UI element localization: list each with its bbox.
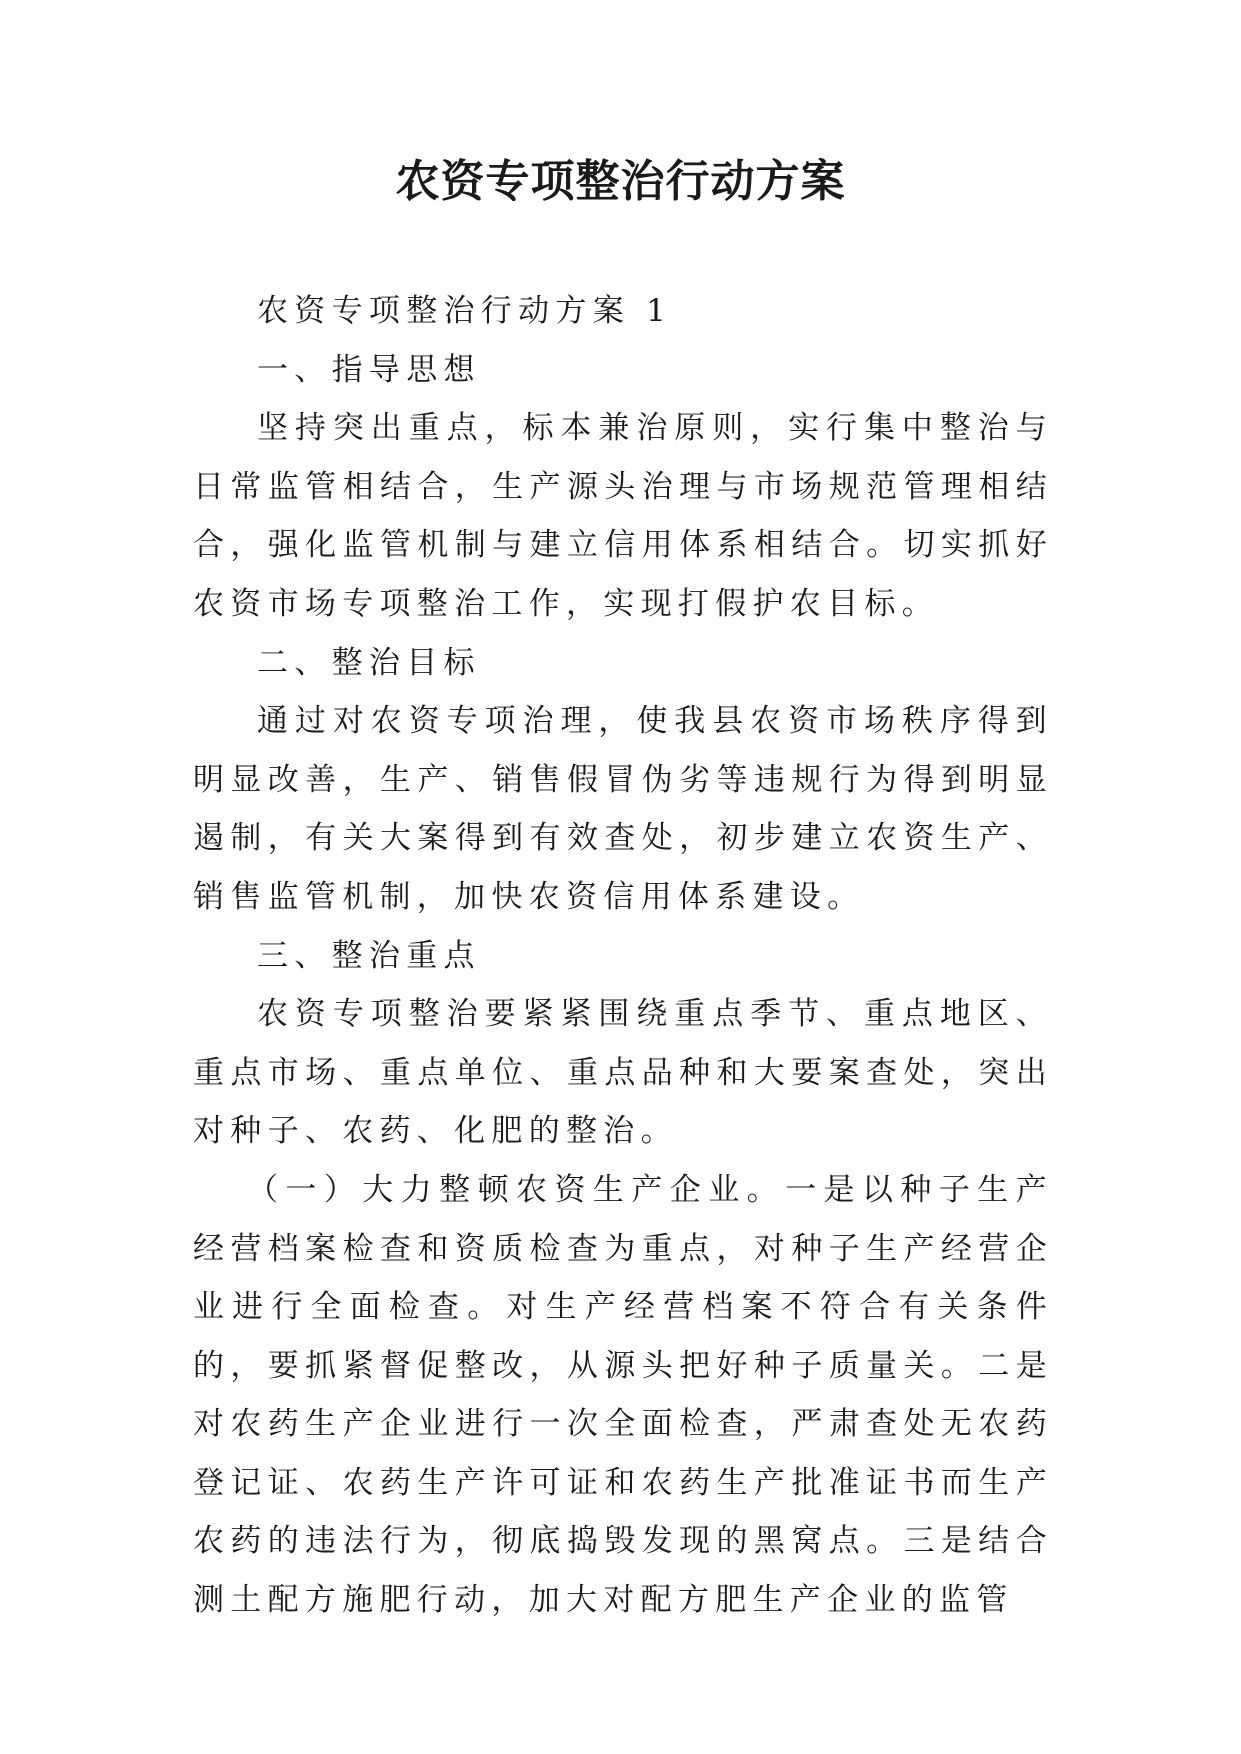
document-body	[193, 282, 1053, 1630]
heading-guiding-ideology: 一、指导思想	[257, 351, 481, 388]
paragraph-rectification-goals: 通过对农资专项治理，使我县农资市场秩序得到明显改善，生产、销售假冒伪劣等违规行为得到明显遏制，有关大案得到有效查处，初步建立农资生产、销售监管机制，加快农资信用体系建设。	[193, 703, 1053, 915]
paragraph-guiding-ideology: 坚持突出重点，标本兼治原则，实行集中整治与日常监管相结合，生产源头治理与市场规范管理相结合，强化监管机制与建立信用体系相结合。切实抓好农资市场专项整治工作，实现打假护农目标。	[193, 410, 1053, 622]
heading-rectification-focus: 三、整治重点	[257, 937, 481, 974]
heading-rectification-goals: 二、整治目标	[257, 644, 481, 681]
document-title: 农资专项整治行动方案	[395, 156, 846, 207]
paragraph-subtitle: 农资专项整治行动方案 1	[257, 293, 673, 329]
paragraph-rectification-focus: 农资专项整治要紧紧围绕重点季节、重点地区、重点市场、重点单位、重点品种和大要案查处，突出对种子、农药、化肥的整治。	[193, 996, 1053, 1150]
paragraph-production-enterprises: （一）大力整顿农资生产企业。一是以种子生产经营档案检查和资质检查为重点，对种子生产经营企业进行全面检查。对生产经营档案不符合有关条件的，要抓紧督促整改，从源头把好种子质量关。二是对农药生产企业进行一次全面检查，严肃查处无农药登记证、农药生产许可证和农药生产批准证书而生产农药的违法行为，彻底捣毁发现的黑窝点。三是结合测土配方施肥行动，加大对配方肥生产企业的监管	[193, 1171, 1053, 1619]
